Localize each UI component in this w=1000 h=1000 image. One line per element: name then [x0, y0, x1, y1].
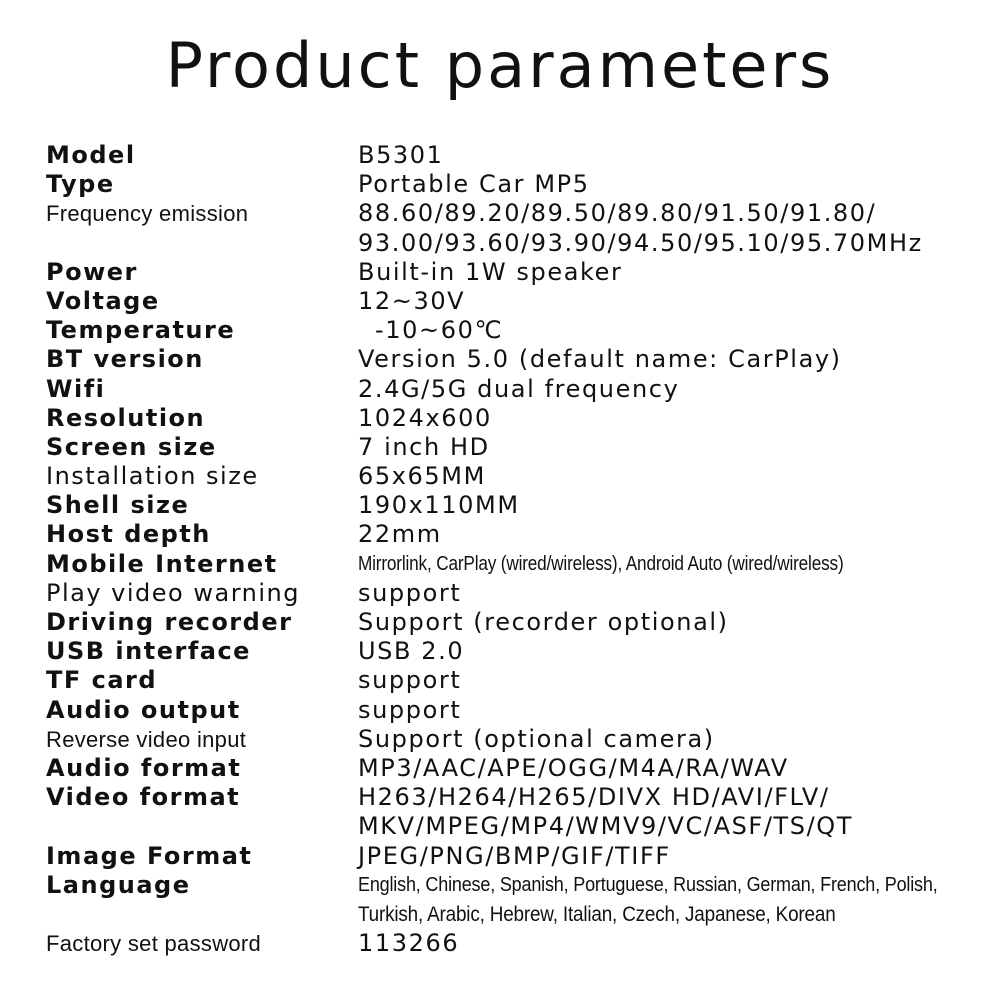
spec-row-audio-output — [46, 696, 966, 725]
spec-label: Video format — [46, 783, 241, 812]
spec-row-audio-format — [46, 754, 966, 783]
spec-row-factory-set-password — [46, 929, 966, 958]
spec-label: Language — [46, 870, 191, 899]
spec-label: Factory set password — [46, 931, 262, 957]
spec-label: Frequency emission — [46, 201, 249, 227]
spec-value: 7 inch HD — [358, 432, 490, 461]
spec-value: USB 2.0 — [358, 637, 465, 666]
spec-value: MP3/AAC/APE/OGG/M4A/RA/WAV — [358, 753, 789, 782]
spec-value: Built-in 1W speaker — [358, 257, 623, 286]
spec-row-mobile-internet — [46, 550, 966, 579]
spec-row-screen-size — [46, 433, 966, 462]
spec-table — [46, 141, 966, 958]
spec-label: TF card — [46, 666, 158, 695]
spec-value: 1024x600 — [358, 403, 492, 432]
spec-value: support — [358, 695, 462, 724]
spec-row-type — [46, 170, 966, 199]
spec-value: 22mm — [358, 520, 442, 549]
spec-value: 113266 — [358, 929, 460, 958]
spec-row-voltage — [46, 287, 966, 316]
spec-value: 65x65MM — [358, 462, 486, 491]
spec-label: Shell size — [46, 491, 190, 520]
spec-label: BT version — [46, 345, 204, 374]
page-title: Product parameters — [165, 29, 835, 102]
spec-row-temperature — [46, 316, 966, 345]
spec-row-installation-size — [46, 462, 966, 491]
spec-row-driving-recorder — [46, 608, 966, 637]
spec-value: H263/H264/H265/DIVX HD/AVI/FLV/ MKV/MPEG/MP4/WMV9/VC/ASF/TS/QT — [358, 783, 854, 841]
spec-label: Type — [46, 170, 115, 199]
spec-label: Temperature — [46, 316, 236, 345]
spec-row-host-depth — [46, 520, 966, 549]
spec-row-usb-interface — [46, 637, 966, 666]
spec-row-model — [46, 141, 966, 170]
spec-label: Driving recorder — [46, 608, 293, 636]
spec-row-tf-card — [46, 666, 966, 695]
spec-value: support — [358, 578, 462, 607]
spec-row-frequency-emission — [46, 199, 966, 257]
spec-value: JPEG/PNG/BMP/GIF/TIFF — [358, 841, 671, 870]
spec-row-wifi — [46, 375, 966, 404]
spec-value: 2.4G/5G dual frequency — [358, 374, 680, 403]
spec-row-bt-version — [46, 345, 966, 374]
spec-value: Version 5.0 (default name: CarPlay) — [358, 345, 842, 374]
spec-value: 12~30V — [358, 286, 466, 315]
spec-value: B5301 — [358, 141, 444, 169]
spec-label: Screen size — [46, 432, 217, 461]
spec-label: Model — [46, 141, 136, 169]
spec-value: 88.60/89.20/89.50/89.80/91.50/91.80/ 93.00/93.60/93.90/94.50/95.10/95.70MHz — [358, 199, 923, 257]
spec-value: Support (optional camera) — [358, 724, 715, 753]
spec-label: Wifi — [46, 374, 106, 403]
spec-label: Reverse video input — [46, 726, 247, 752]
spec-value: Support (recorder optional) — [358, 608, 729, 636]
spec-row-language — [46, 871, 966, 929]
spec-label: Resolution — [46, 403, 206, 432]
spec-label: Mobile Internet — [46, 549, 278, 578]
spec-row-power — [46, 258, 966, 287]
spec-label: Play video warning — [46, 578, 300, 607]
spec-label: Image Format — [46, 841, 253, 870]
spec-value: Portable Car MP5 — [358, 170, 590, 199]
spec-label: Audio output — [46, 695, 241, 724]
spec-value: -10~60℃ — [375, 316, 504, 345]
spec-label: USB interface — [46, 637, 251, 666]
spec-value: support — [358, 666, 462, 695]
spec-row-shell-size — [46, 491, 966, 520]
spec-row-reverse-video-input — [46, 725, 966, 754]
spec-value: Mirrorlink, CarPlay (wired/wireless), Android Auto (wired/wireless) — [358, 552, 844, 575]
spec-value: 190x110MM — [358, 491, 520, 520]
spec-row-video-format — [46, 783, 966, 841]
spec-row-resolution — [46, 404, 966, 433]
spec-row-play-video-warning — [46, 579, 966, 608]
spec-row-image-format — [46, 842, 966, 871]
spec-label: Voltage — [46, 286, 160, 315]
spec-label: Power — [46, 257, 138, 286]
spec-label: Host depth — [46, 520, 211, 549]
spec-label: Installation size — [46, 462, 259, 491]
spec-label: Audio format — [46, 753, 242, 782]
spec-value: English, Chinese, Spanish, Portuguese, Russian, German, French, Polish, Turkish, Arabic, Hebrew, Italian, Czech, Japanese, Korean — [358, 873, 938, 926]
